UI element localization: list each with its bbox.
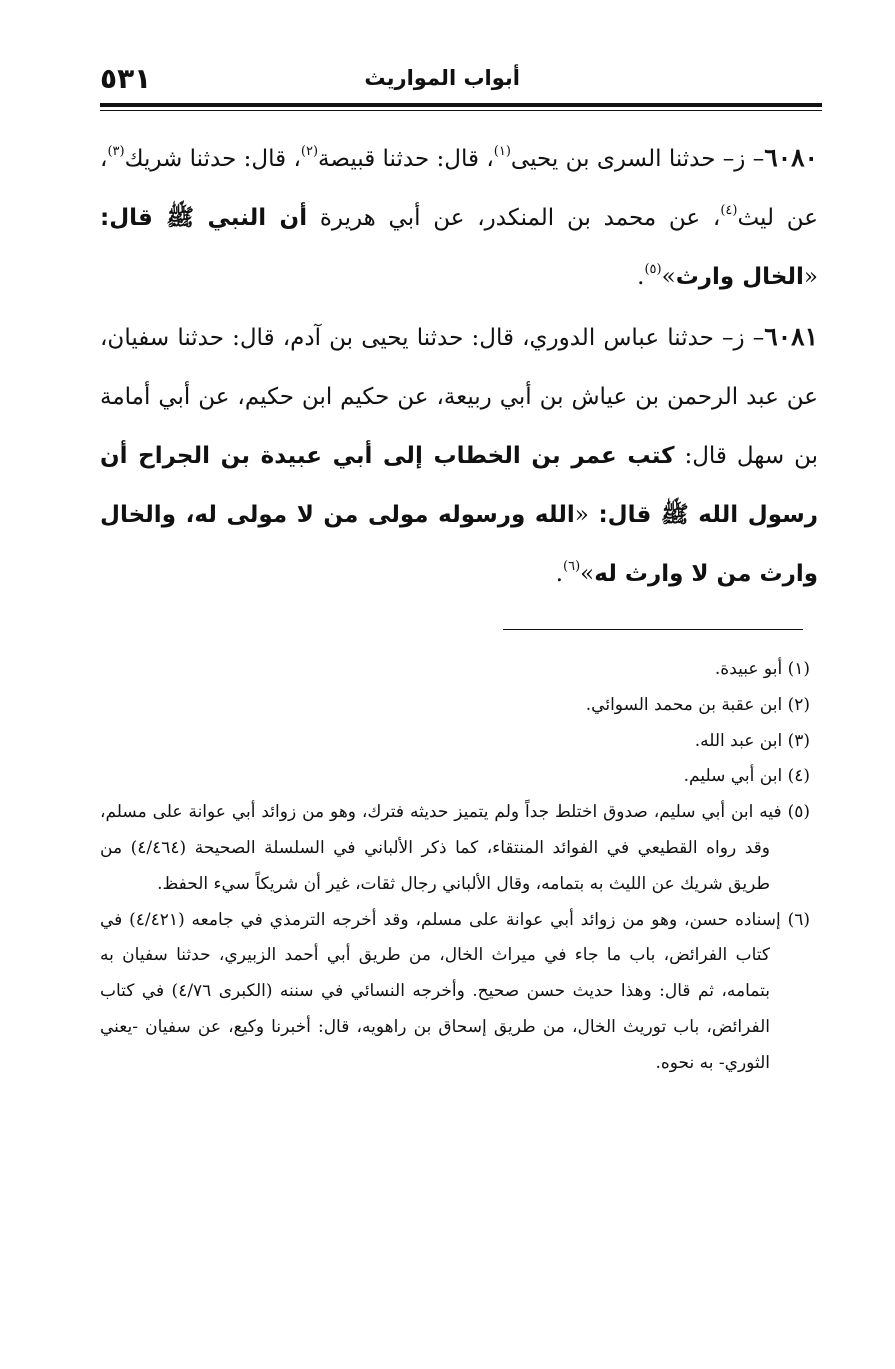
- hadith-end: .: [637, 264, 645, 290]
- hadith-quote: الخال وارث: [675, 264, 804, 290]
- hadith-bold-text: كتب عمر بن الخطاب إلى أبي عبيدة بن الجراح أن رسول الله ﷺ قال:: [100, 443, 818, 528]
- footnote-6: [100, 903, 810, 1082]
- footnote-text: أبو عبيدة.: [714, 659, 783, 679]
- footnote-separator: [503, 629, 803, 630]
- footnote-text: ابن أبي سليم.: [683, 766, 783, 787]
- footnote-1: [100, 652, 810, 688]
- quote-close-mark: »: [661, 264, 676, 290]
- hadith-text: ، عن محمد بن المنكدر، عن أبي هريرة: [307, 205, 721, 231]
- header-rule: [100, 103, 822, 107]
- hadith-number: ٦٠٨٠: [764, 143, 818, 172]
- footnote-label: (٣): [787, 730, 810, 751]
- footnote-label: (٢): [787, 694, 810, 715]
- header-rule-thin: [100, 110, 822, 111]
- hadith-quote: الله ورسوله مولى من لا مولى له، والخال وارث من لا وارث له: [100, 502, 818, 587]
- hadith-bold-text: أن النبي ﷺ قال:: [100, 205, 308, 231]
- quote-close-mark: »: [580, 561, 595, 587]
- footnote-ref: (٢): [300, 144, 319, 159]
- footnote-5: [100, 795, 810, 902]
- footnote-ref: (٣): [107, 144, 125, 159]
- footnote-label: (٥): [787, 802, 811, 823]
- footnote-text: فيه ابن أبي سليم، صدوق اختلط جداً ولم يتميز حديثه فترك، وهو من زوائد أبي عوانة على مسلم، وقد رواه القطيعي في الفوائد المنتقاء، كما ذكر الألباني في السلسلة الصحيحة (٤/٤٦٤) من طريق شريك عن الليث به بتمامه، وقال الألباني رجال ثقات، غير أن شريكاً سيء الحفظ.: [100, 802, 782, 894]
- footnote-label: (٤): [787, 766, 810, 787]
- footnote-ref: (٦): [563, 559, 581, 574]
- hadith-text: ، قال: حدثنا شريك: [124, 146, 301, 172]
- footnote-text: ابن عبد الله.: [694, 730, 783, 751]
- hadith-6081: [100, 307, 818, 604]
- footnote-2: [100, 688, 810, 724]
- hadith-text: ، قال: حدثنا قبيصة: [318, 146, 494, 172]
- quote-open-mark: «: [803, 264, 818, 290]
- chapter-title: أبواب المواريث: [364, 66, 520, 90]
- footnote-text: ابن عقبة بن محمد السوائي.: [585, 694, 783, 715]
- footnote-3: [100, 724, 810, 760]
- quote-open-mark: «: [574, 502, 589, 528]
- footnote-ref: (٥): [644, 262, 662, 277]
- footnote-text: إسناده حسن، وهو من زوائد أبي عوانة على مسلم، وقد أخرجه الترمذي في جامعه (٤/٤٢١) في كتاب الفرائض، باب ما جاء في ميراث الخال، من طريق أبي أحمد الزبيري، حدثنا سفيان به بتمامه، ثم قال: وهذا حديث حسن صحيح. وأخرجه النسائي في سننه (الكبرى ٤/٧٦) في كتاب الفرائض، باب توريث الخال، من طريق إسحاق بن راهويه، قال: أخبرنا وكيع، عن سفيان -يعني الثوري- به نحوه.: [100, 909, 781, 1073]
- hadith-text: ، عن ليث: [100, 146, 818, 231]
- main-text: [100, 128, 818, 604]
- hadith-6080: [100, 128, 818, 307]
- footnote-label: (١): [787, 659, 810, 679]
- footnote-label: (٦): [787, 909, 810, 930]
- page-header: [100, 62, 820, 96]
- page-number: ٥٣١: [100, 62, 152, 95]
- footnote-ref: (١): [493, 144, 511, 159]
- footnotes: [100, 652, 810, 1082]
- footnote-4: [100, 759, 810, 795]
- hadith-number: ٦٠٨١: [764, 322, 818, 351]
- hadith-end: .: [555, 561, 564, 587]
- hadith-text: – ز– حدثنا عباس الدوري، قال: حدثنا يحيى بن آدم، قال: حدثنا سفيان، عن عبد الرحمن بن عياش بن أبي ربيعة، عن حكيم ابن حكيم، عن أبي أمامة بن سهل قال:: [100, 325, 818, 469]
- footnote-ref: (٤): [720, 203, 738, 218]
- hadith-text: – ز– حدثنا السرى بن يحيى: [510, 146, 765, 172]
